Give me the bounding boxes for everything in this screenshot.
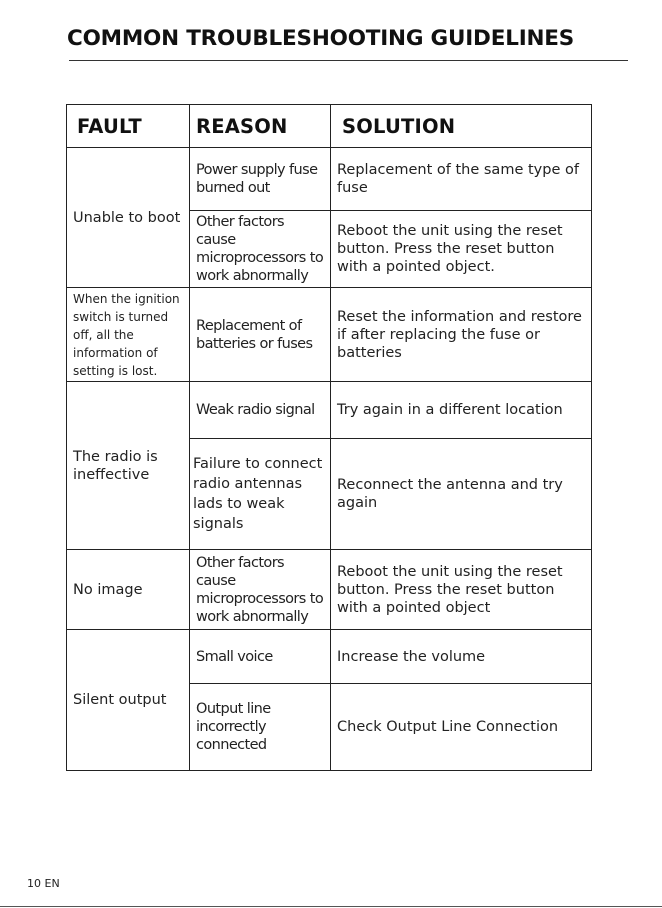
table-row [67,148,592,211]
table-header-row [67,105,592,148]
fault-cell: When the ignition switch is turned off, all the information of setting is lost. [67,288,190,382]
reason-cell: Weak radio signal [190,382,331,439]
troubleshooting-table [66,104,592,771]
reason-cell: Replacement of batteries or fuses [190,288,331,382]
solution-cell: Replacement of the same type of fuse [331,148,592,211]
table-row [67,288,592,382]
table-row [67,382,592,439]
reason-cell: Other factors cause microprocessors to work abnormally [190,211,331,288]
fault-cell: No image [67,550,190,630]
table-row [67,630,592,684]
reason-text: Failure to connect radio antennas lads to weak signals [193,456,323,532]
solution-cell: Reconnect the antenna and try again [331,439,592,550]
header-fault: FAULT [67,105,190,148]
reason-cell: Power supply fuse burned out [190,148,331,211]
reason-cell: Other factors cause microprocessors to work abnormally [190,550,331,630]
solution-cell: Reboot the unit using the reset button. Press the reset button with a pointed object. [331,211,592,288]
page-bottom-rule [0,906,662,907]
solution-cell: Try again in a different location [331,382,592,439]
solution-cell: Check Output Line Connection [331,684,592,771]
solution-cell: Increase the volume [331,630,592,684]
page-title: COMMON TROUBLESHOOTING GUIDELINES [67,26,575,51]
fault-cell: Unable to boot [67,148,190,288]
fault-cell: The radio is ineffective [67,382,190,550]
reason-cell: Small voice [190,630,331,684]
reason-cell [190,439,331,550]
page-number: 10 EN [27,877,60,890]
header-solution: SOLUTION [331,105,592,148]
reason-cell: Output line incorrectly connected [190,684,331,771]
table-row [67,550,592,630]
header-reason: REASON [190,105,331,148]
solution-cell: Reboot the unit using the reset button. Press the reset button with a pointed object [331,550,592,630]
fault-cell: Silent output [67,630,190,771]
title-underline [69,60,628,61]
solution-cell: Reset the information and restore if after replacing the fuse or batteries [331,288,592,382]
